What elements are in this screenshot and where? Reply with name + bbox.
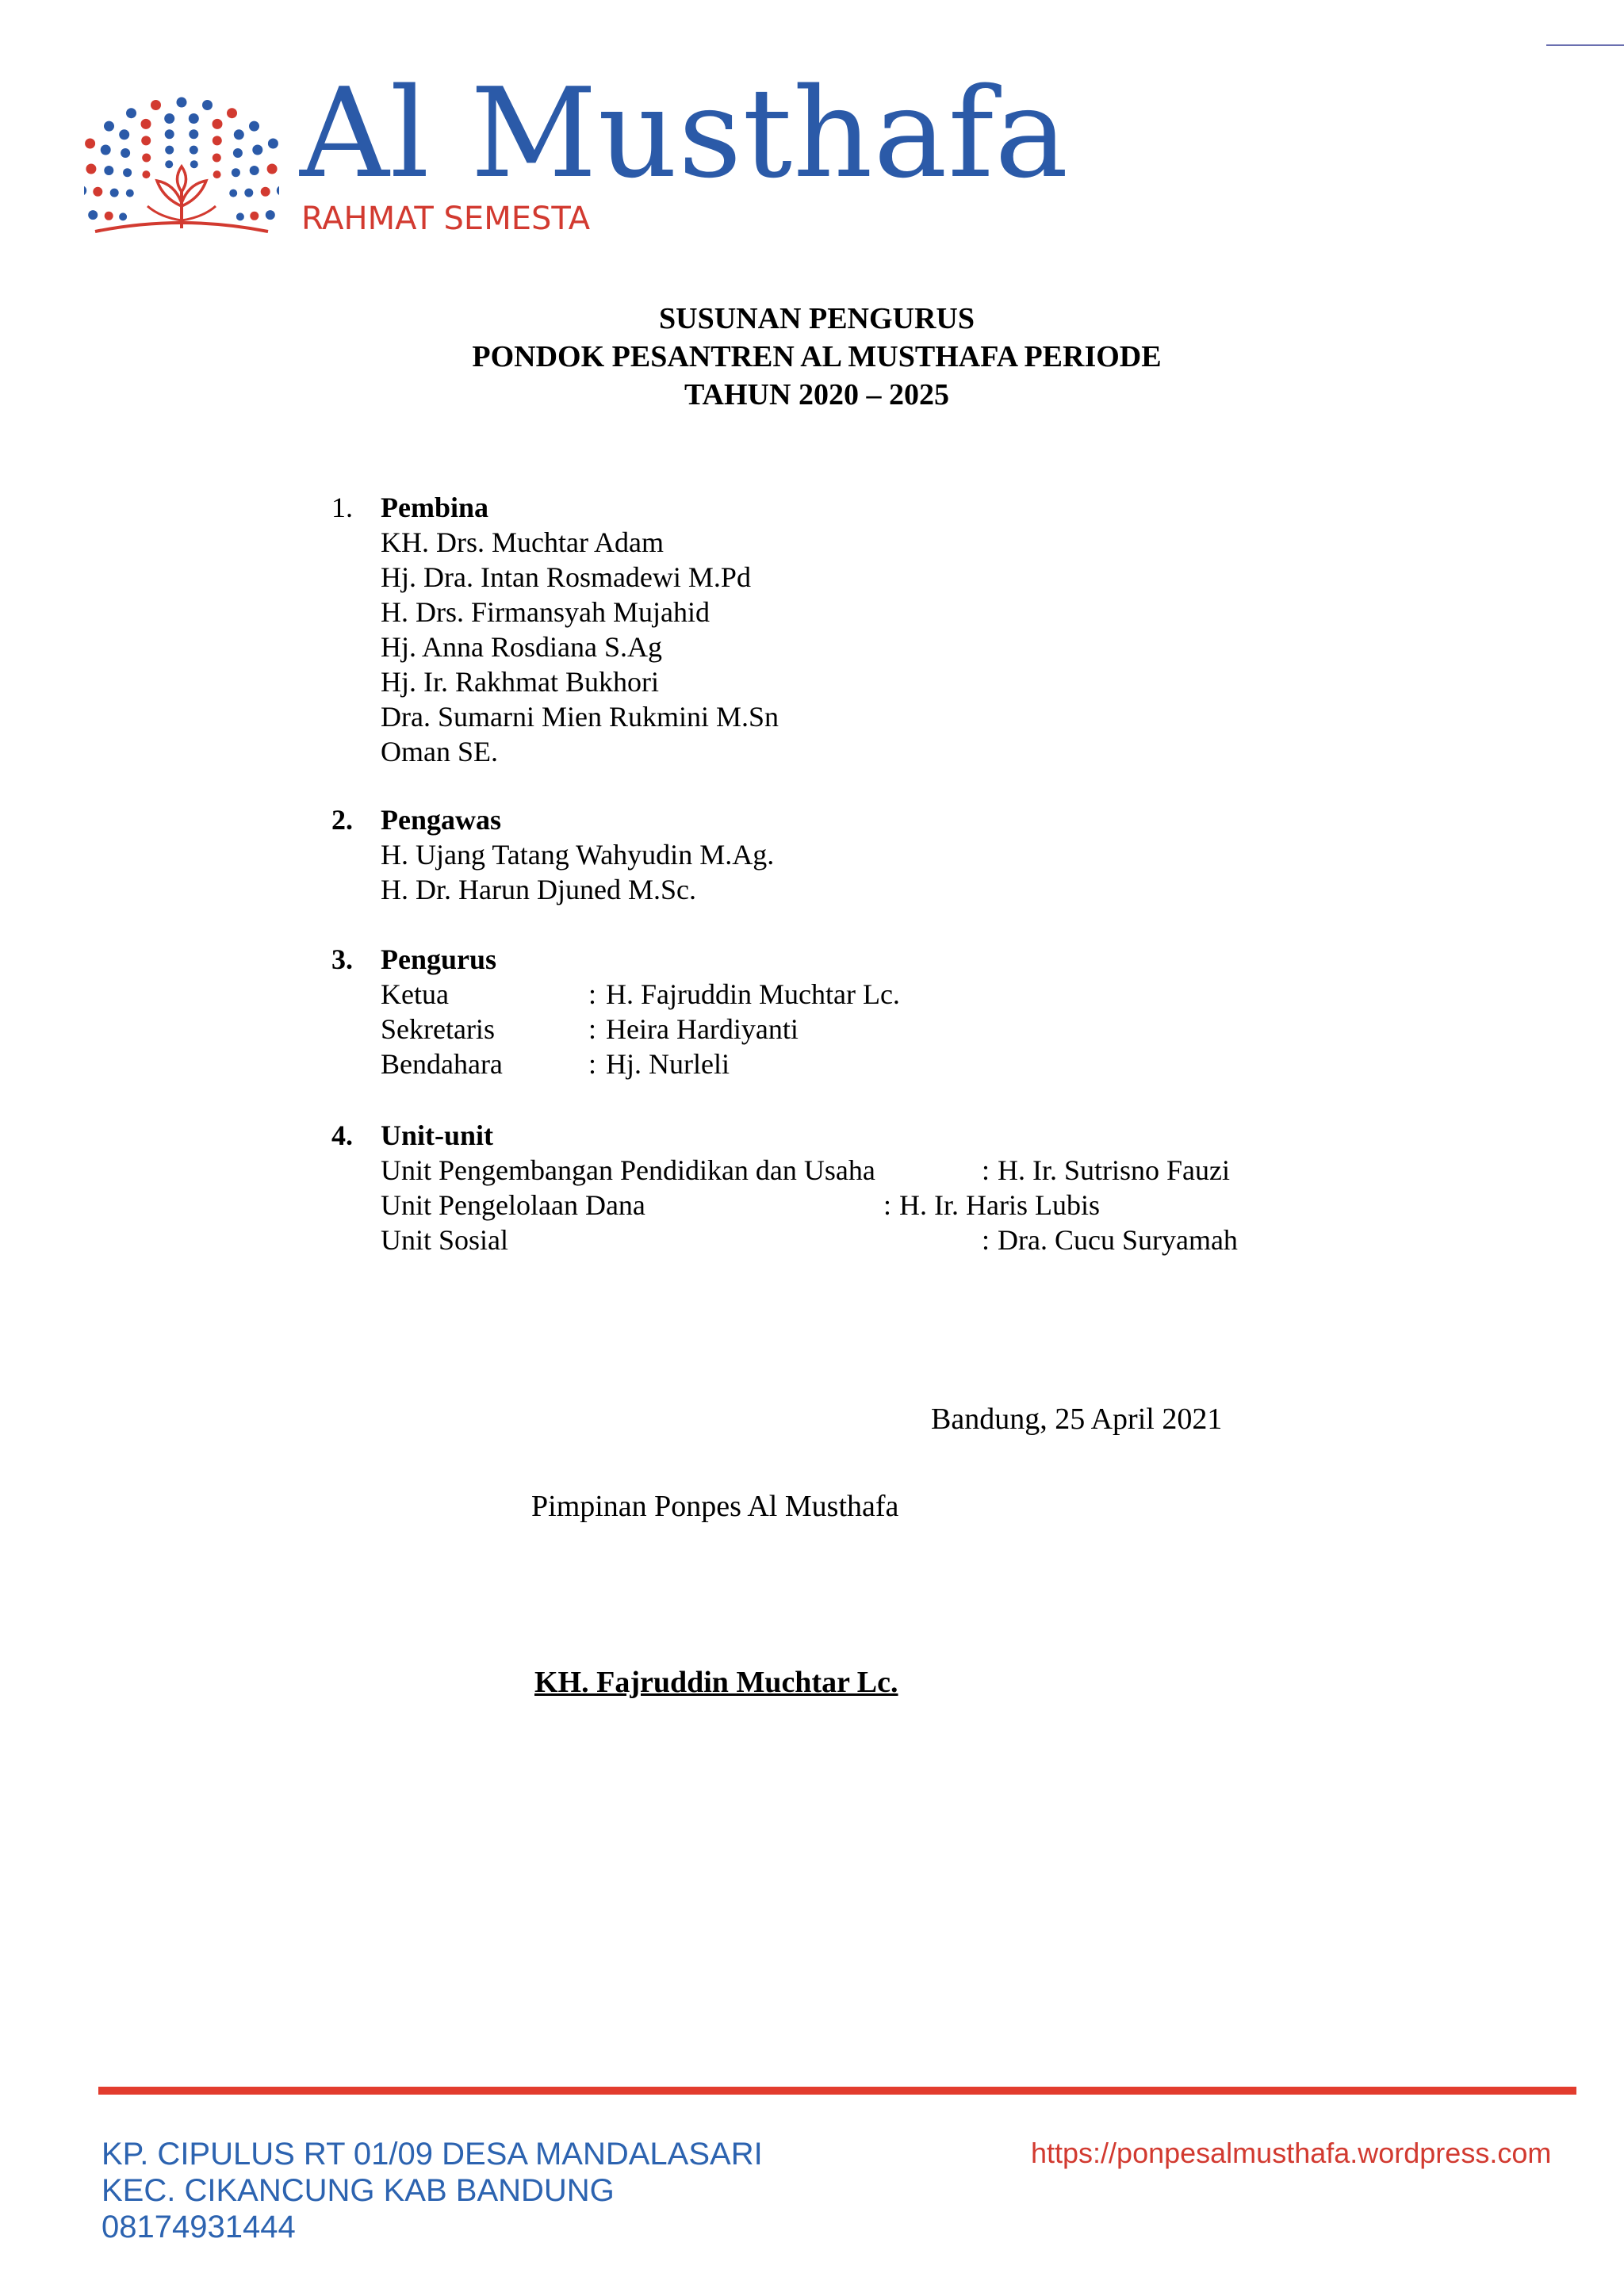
table-row	[381, 1188, 1411, 1223]
logo-dot	[141, 119, 151, 129]
logo-dot	[261, 187, 270, 197]
colon-separator: :	[883, 1189, 892, 1221]
list-item: Oman SE.	[381, 736, 498, 767]
logo-dot	[123, 168, 132, 177]
signatory-name: KH. Fajruddin Muchtar Lc.	[534, 1666, 898, 1699]
title-line-1: SUSUNAN PENGURUS	[659, 302, 975, 335]
logo-dot	[190, 160, 198, 168]
member-name: Dra. Cucu Suryamah	[998, 1224, 1238, 1256]
logo-dot	[84, 186, 86, 196]
logo-dot	[232, 168, 240, 177]
section-number: 1.	[331, 492, 353, 523]
title-line-3: TAHUN 2020 – 2025	[684, 378, 949, 411]
address-line: KP. CIPULUS RT 01/09 DESA MANDALASARI	[102, 2137, 763, 2172]
logo-dot	[277, 186, 279, 196]
brand-tagline: RAHMAT SEMESTA	[301, 201, 591, 237]
logo-dot	[250, 212, 259, 220]
list-item: Dra. Sumarni Mien Rukmini M.Sn	[381, 701, 779, 733]
logo-dot	[110, 189, 119, 197]
logo-dot	[104, 121, 114, 132]
website-url: https://ponpesalmusthafa.wordpress.com	[1031, 2137, 1552, 2169]
table-row	[381, 1223, 1411, 1257]
colon-separator: :	[982, 1154, 990, 1186]
logo-dot	[142, 154, 151, 163]
logo-dot	[190, 146, 198, 155]
logo-dot	[141, 136, 151, 145]
logo-dot	[142, 170, 150, 178]
logo-dot	[126, 108, 136, 118]
place-date: Bandung, 25 April 2021	[931, 1402, 1223, 1436]
phone-number: 08174931444	[102, 2210, 296, 2244]
list-item: H. Ujang Tatang Wahyudin M.Ag.	[381, 839, 775, 871]
logo-dot	[165, 160, 173, 168]
member-name: H. Ir. Haris Lubis	[899, 1189, 1100, 1221]
unit-label: Unit Sosial	[381, 1224, 509, 1256]
section-heading: Pengawas	[381, 804, 501, 836]
member-name: Hj. Nurleli	[606, 1048, 730, 1080]
logo-dot	[268, 139, 278, 149]
colon-separator: :	[588, 1013, 597, 1045]
section-number: 3.	[331, 943, 353, 975]
table-row	[381, 1012, 1332, 1047]
unit-label: Unit Pengembangan Pendidikan dan Usaha	[381, 1154, 875, 1186]
table-row	[381, 977, 1332, 1012]
signatory-role: Pimpinan Ponpes Al Musthafa	[531, 1490, 899, 1523]
section-heading: Unit-unit	[381, 1119, 494, 1151]
logo-dot	[105, 212, 113, 220]
title-line-2: PONDOK PESANTREN AL MUSTHAFA PERIODE	[472, 340, 1162, 373]
logo-dot	[236, 212, 244, 220]
logo-dot	[266, 210, 275, 220]
logo-dot	[85, 139, 95, 149]
logo-dot	[234, 129, 244, 140]
logo-dot	[165, 129, 174, 139]
logo-dot	[252, 145, 262, 155]
logo-dot	[233, 148, 243, 158]
list-item: KH. Drs. Muchtar Adam	[381, 526, 664, 558]
table-row	[381, 1153, 1411, 1188]
member-name: Heira Hardiyanti	[606, 1013, 799, 1045]
list-item: Hj. Ir. Rakhmat Bukhori	[381, 666, 659, 698]
table-row	[381, 1047, 1332, 1081]
section-number: 4.	[331, 1119, 353, 1151]
logo-dot	[229, 189, 237, 197]
logo-dot	[213, 136, 222, 145]
logo-dot	[119, 129, 129, 140]
role-label: Sekretaris	[381, 1013, 495, 1045]
logo-dot	[189, 129, 198, 139]
logo-dot	[104, 166, 113, 175]
logo-dot	[101, 145, 111, 155]
list-item: H. Dr. Harun Djuned M.Sc.	[381, 874, 696, 905]
logo-dot	[164, 113, 174, 124]
colon-separator: :	[982, 1224, 990, 1256]
brand-name: Al Musthafa	[300, 61, 1070, 205]
logo-dot	[121, 148, 130, 158]
list-item: Hj. Anna Rosdiana S.Ag	[381, 631, 662, 663]
list-item: Hj. Dra. Intan Rosmadewi M.Pd	[381, 561, 751, 593]
logo-dot	[177, 98, 187, 108]
logo-dot	[213, 119, 223, 129]
member-name: H. Fajruddin Muchtar Lc.	[606, 978, 900, 1010]
logo-dot	[165, 146, 174, 155]
logo-dot	[267, 164, 278, 174]
corner-rule	[1546, 44, 1624, 46]
section-number: 2.	[331, 804, 353, 836]
logo-dot	[126, 189, 134, 197]
logo-dot	[213, 170, 221, 178]
member-name: H. Ir. Sutrisno Fauzi	[998, 1154, 1230, 1186]
logo-dot	[227, 108, 237, 118]
role-label: Bendahara	[381, 1048, 503, 1080]
logo-dot	[93, 187, 102, 197]
section-heading: Pengurus	[381, 943, 497, 975]
footer-divider	[98, 2087, 1576, 2095]
logo-dot	[151, 100, 161, 110]
logo-dot	[213, 154, 221, 163]
logo-dot	[244, 189, 253, 197]
logo-dot	[88, 210, 98, 220]
role-label: Ketua	[381, 978, 449, 1010]
unit-label: Unit Pengelolaan Dana	[381, 1189, 645, 1221]
logo-dot	[202, 100, 213, 110]
colon-separator: :	[588, 978, 597, 1010]
radiating-dots-sprout-logo-icon	[84, 87, 279, 239]
logo-dot	[249, 121, 259, 132]
list-item: H. Drs. Firmansyah Mujahid	[381, 596, 710, 628]
logo-dot	[250, 166, 259, 175]
section-heading: Pembina	[381, 492, 489, 523]
colon-separator: :	[588, 1048, 597, 1080]
address-line: KEC. CIKANCUNG KAB BANDUNG	[102, 2173, 615, 2208]
logo-dot	[119, 212, 127, 220]
footer-address	[102, 2136, 763, 2245]
document-title	[0, 300, 1624, 414]
logo-dot	[189, 113, 199, 124]
logo-dot	[86, 164, 96, 174]
